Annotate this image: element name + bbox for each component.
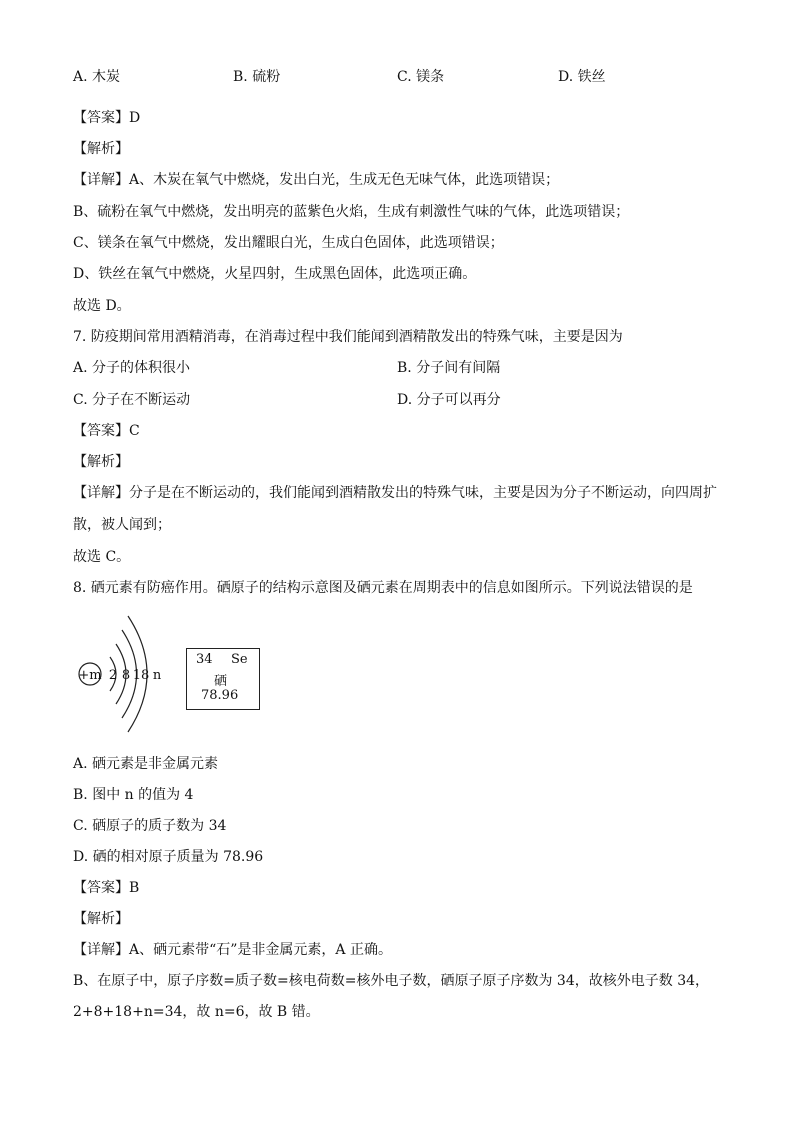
q8-stem: 8. 硒元素有防癌作用。硒原子的结构示意图及硒元素在周期表中的信息如图所示。下列说法错误的是 [73, 580, 693, 596]
q7-detail-line: 散，被人闻到； [73, 517, 171, 533]
q7-option-a: A. 分子的体积很小 [73, 360, 191, 376]
q7-option-d: D. 分子可以再分 [397, 392, 501, 408]
nucleus-charge: +m [78, 668, 102, 683]
q6-option-b: B. 硫粉 [233, 69, 281, 85]
element-name: 硒 [214, 674, 228, 689]
q7-answer: 【答案】C [73, 423, 140, 439]
q8-option-b: B. 图中 n 的值为 4 [73, 787, 194, 803]
q8-analysis-heading: 【解析】 [73, 911, 129, 927]
q6-option-c: C. 镁条 [397, 69, 445, 85]
q7-stem: 7. 防疫期间常用酒精消毒，在消毒过程中我们能闻到酒精散发出的特殊气味，主要是因为 [73, 329, 623, 345]
selenium-atom-diagram [70, 612, 180, 734]
shell-electrons: 8 [121, 668, 131, 683]
element-symbol: Se [231, 652, 248, 667]
q7-analysis-heading: 【解析】 [73, 454, 129, 470]
atomic-mass: 78.96 [201, 688, 239, 703]
q8-detail-line: 【详解】A、硒元素带“石”是非金属元素，A 正确。 [73, 942, 392, 958]
q6-answer: 【答案】D [73, 110, 141, 126]
shell-electrons: 2 [108, 668, 118, 683]
atomic-number: 34 [196, 652, 213, 667]
q6-analysis-heading: 【解析】 [73, 141, 129, 157]
element-cell [186, 648, 260, 710]
q8-detail-line: B、在原子中，原子序数=质子数=核电荷数=核外电子数，硒原子原子序数为 34，故核外电子数 34， [73, 973, 710, 989]
q7-option-b: B. 分子间有间隔 [397, 360, 501, 376]
shell-electrons: 18 [132, 668, 150, 683]
q8-option-c: C. 硒原子的质子数为 34 [73, 818, 227, 834]
q6-detail-line: D、铁丝在氧气中燃烧，火星四射，生成黑色固体，此选项正确。 [73, 266, 477, 282]
q6-detail-line: C、镁条在氧气中燃烧，发出耀眼白光，生成白色固体，此选项错误； [73, 235, 504, 251]
q8-detail-line: 2+8+18+n=34，故 n=6，故 B 错。 [73, 1004, 320, 1020]
q6-conclusion: 故选 D。 [73, 298, 131, 314]
q6-detail-line: 【详解】A、木炭在氧气中燃烧，发出白光，生成无色无味气体，此选项错误； [73, 172, 560, 188]
q6-option-d: D. 铁丝 [558, 69, 606, 85]
q6-detail-line: B、硫粉在氧气中燃烧，发出明亮的蓝紫色火焰，生成有刺激性气味的气体，此选项错误； [73, 204, 630, 220]
q7-conclusion: 故选 C。 [73, 549, 131, 565]
q8-option-d: D. 硒的相对原子质量为 78.96 [73, 849, 264, 865]
shell-electrons: n [152, 668, 162, 683]
q7-option-c: C. 分子在不断运动 [73, 392, 191, 408]
q8-option-a: A. 硒元素是非金属元素 [73, 756, 219, 772]
q7-detail-line: 【详解】分子是在不断运动的，我们能闻到酒精散发出的特殊气味，主要是因为分子不断运动，向四周扩 [73, 485, 717, 501]
q6-option-a: A. 木炭 [73, 69, 121, 85]
q8-answer: 【答案】B [73, 880, 140, 896]
